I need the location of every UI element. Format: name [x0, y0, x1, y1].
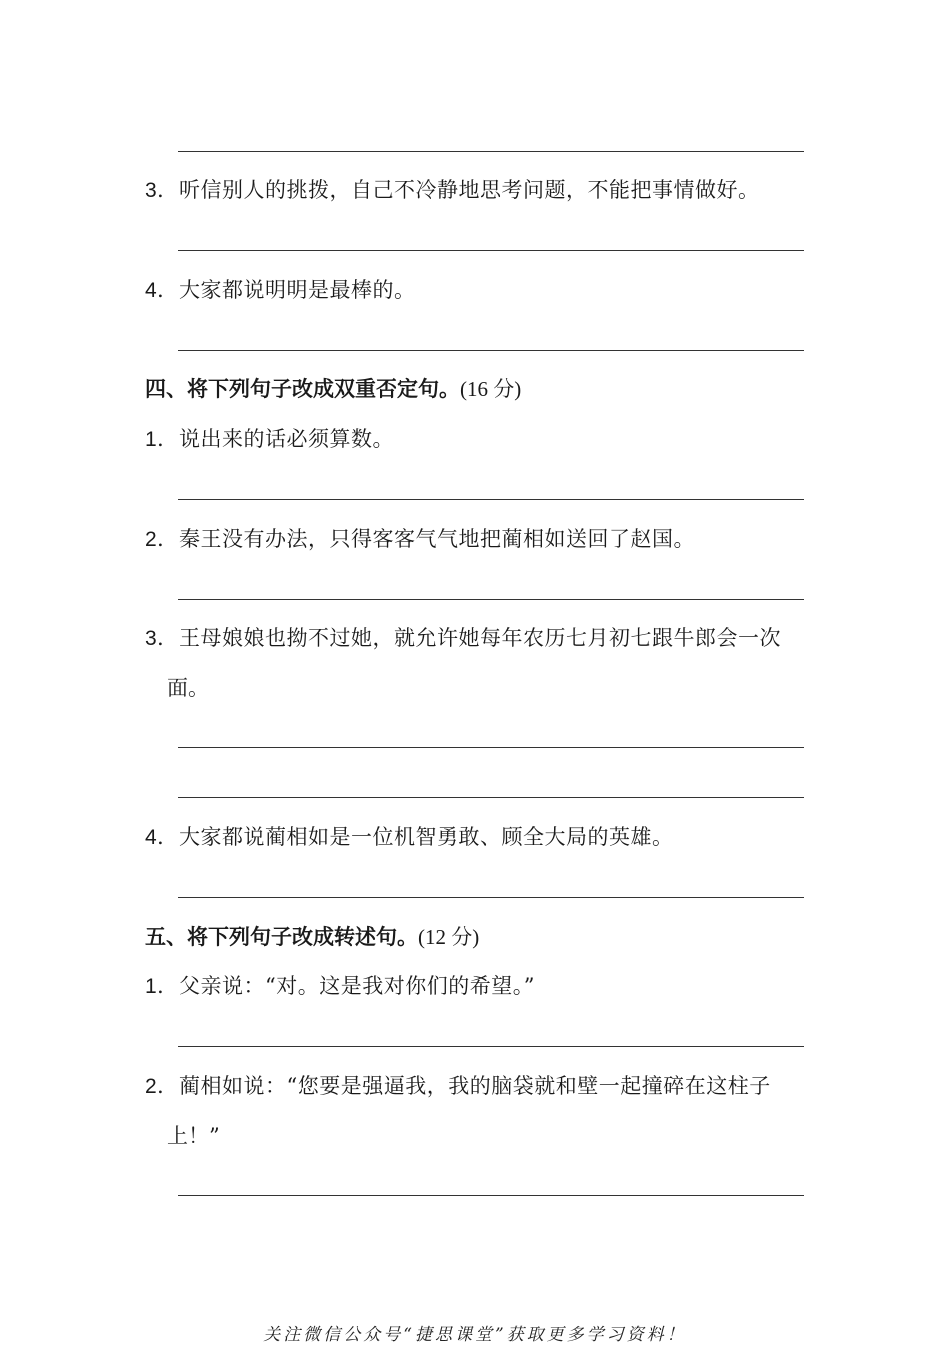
answer-line[interactable] [178, 599, 804, 600]
answer-line[interactable] [178, 797, 804, 798]
question-text: 蔺相如说：“您要是强逼我，我的脑袋就和壁一起撞碎在这柱子 [179, 1074, 771, 1098]
question-item [145, 626, 781, 651]
footer-note: 关注微信公众号“捷思课堂”获取更多学习资料！ [263, 1325, 687, 1345]
question-text: 说出来的话必须算数。 [179, 427, 394, 451]
answer-line[interactable] [178, 499, 804, 500]
question-number: 4． [145, 279, 179, 302]
question-item [145, 427, 394, 452]
question-number: 2． [145, 1075, 179, 1098]
answer-line[interactable] [178, 747, 804, 748]
question-item [145, 278, 416, 303]
answer-line[interactable] [178, 897, 804, 898]
question-item [145, 974, 535, 999]
answer-line[interactable] [178, 1195, 804, 1196]
section-heading [145, 377, 521, 401]
answer-line[interactable] [178, 151, 804, 152]
question-text: 听信别人的挑拨，自己不冷静地思考问题，不能把事情做好。 [179, 178, 760, 202]
question-text: 父亲说：“对。这是我对你们的希望。” [179, 974, 535, 998]
answer-line[interactable] [178, 1046, 804, 1047]
section-title: 五、将下列句子改成转述句。 [145, 925, 418, 949]
question-number: 1． [145, 975, 179, 998]
question-number: 3． [145, 627, 179, 650]
question-number: 4． [145, 826, 179, 849]
question-item [145, 527, 695, 552]
question-number: 3． [145, 179, 179, 202]
section-heading [145, 925, 479, 949]
question-text: 大家都说明明是最棒的。 [179, 278, 416, 302]
section-points: (12 分) [418, 925, 480, 949]
question-number: 1． [145, 428, 179, 451]
question-number: 2． [145, 528, 179, 551]
question-text: 王母娘娘也拗不过她，就允许她每年农历七月初七跟牛郎会一次 [179, 626, 781, 650]
section-points: (16 分) [460, 377, 522, 401]
question-text-continuation: 面。 [167, 676, 209, 700]
section-title: 四、将下列句子改成双重否定句。 [145, 377, 460, 401]
question-item [145, 825, 674, 850]
question-text: 大家都说蔺相如是一位机智勇敢、顾全大局的英雄。 [179, 825, 674, 849]
question-item [145, 1074, 771, 1099]
answer-line[interactable] [178, 350, 804, 351]
question-item [145, 178, 760, 203]
question-text: 秦王没有办法，只得客客气气地把蔺相如送回了赵国。 [179, 527, 695, 551]
question-text-continuation: 上！” [167, 1124, 220, 1148]
answer-line[interactable] [178, 250, 804, 251]
